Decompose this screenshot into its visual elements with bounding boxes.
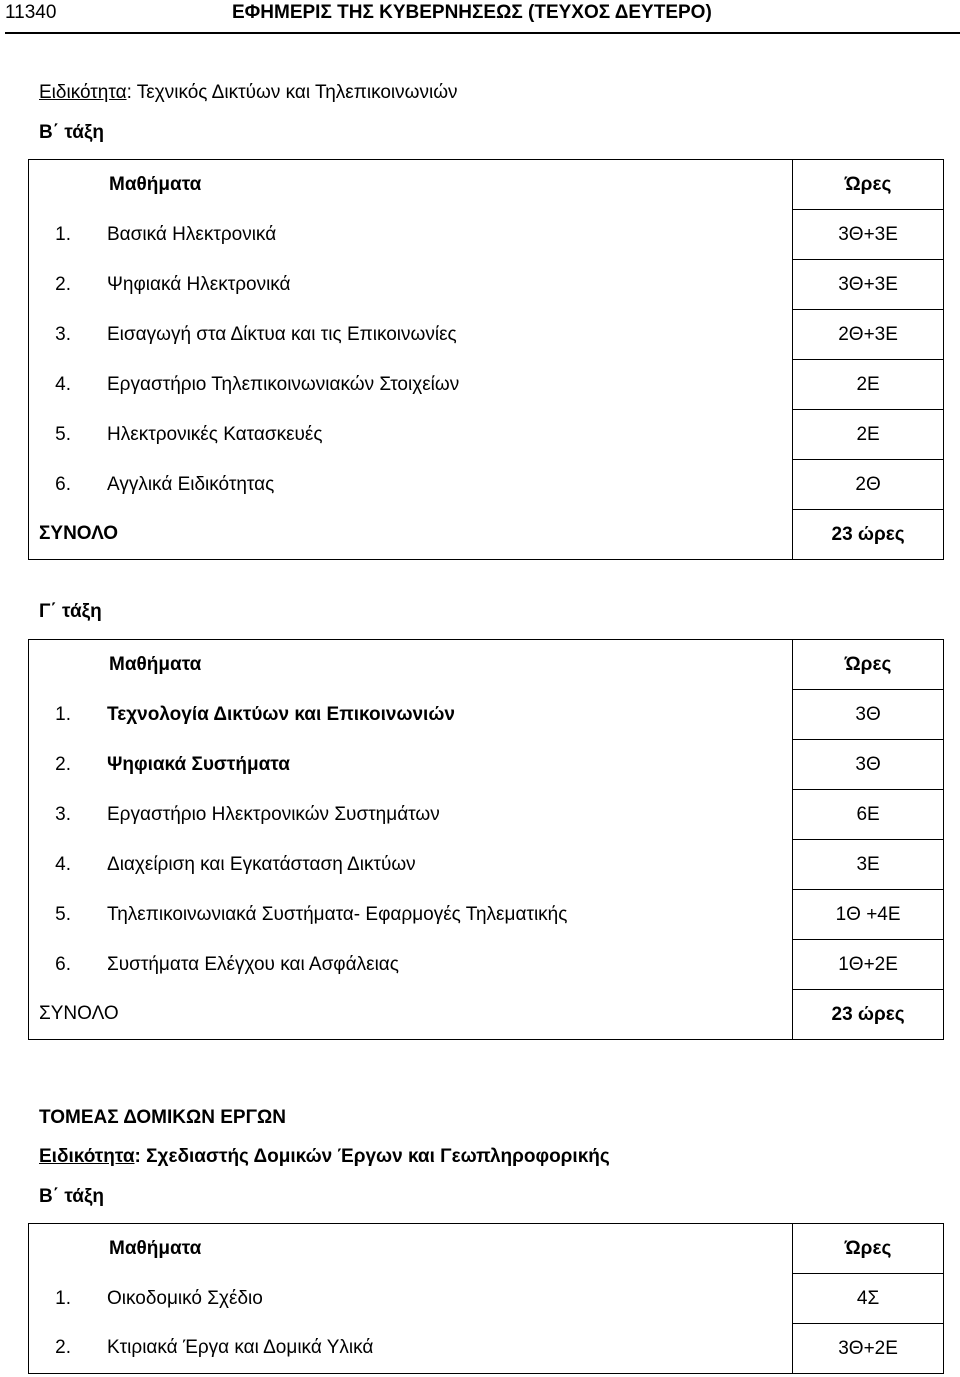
class-b-title-2: Β΄ τάξη	[39, 1186, 105, 1207]
table-row: 6. Αγγλικά Ειδικότητας 2Θ	[29, 460, 944, 510]
table-row: 2. Ψηφιακά Συστήματα 3Θ	[29, 740, 944, 790]
specialty-name: : Σχεδιαστής Δομικών Έργων και Γεωπληροφορικής	[134, 1146, 610, 1167]
total-label: ΣΥΝΟΛΟ	[39, 523, 119, 545]
specialty-line-1	[39, 81, 458, 105]
table-header-row	[29, 640, 944, 690]
table-row: 4. Διαχείριση και Εγκατάσταση Δικτύων 3Ε	[29, 840, 944, 890]
table-row: 5. Ηλεκτρονικές Κατασκευές 2Ε	[29, 410, 944, 460]
publication-title: ΕΦΗΜΕΡΙΣ ΤΗΣ ΚΥΒΕΡΝΗΣΕΩΣ (ΤΕΥΧΟΣ ΔΕΥΤΕΡΟ)	[232, 2, 712, 23]
total-row	[29, 990, 944, 1040]
table-row: 5. Τηλεπικοινωνιακά Συστήματα- Εφαρμογές Τηλεματικής 1Θ +4Ε	[29, 890, 944, 940]
col-hours: Ώρες	[793, 640, 944, 690]
table-row: 6. Συστήματα Ελέγχου και Ασφάλειας 1Θ+2Ε	[29, 940, 944, 990]
table-row: 1. Βασικά Ηλεκτρονικά 3Θ+3Ε	[29, 210, 944, 260]
table-header-row	[29, 1224, 944, 1274]
page-header	[0, 0, 960, 30]
table-header-row	[29, 160, 944, 210]
col-courses: Μαθήματα	[109, 1237, 202, 1259]
table-row: 3. Εισαγωγή στα Δίκτυα και τις Επικοινωνίες 2Θ+3Ε	[29, 310, 944, 360]
header-rule	[5, 32, 960, 34]
col-courses: Μαθήματα	[109, 173, 202, 195]
col-courses: Μαθήματα	[109, 653, 202, 675]
courses-table-b	[28, 159, 944, 560]
table-row: 2. Κτιριακά Έργα και Δομικά Υλικά 3Θ+2Ε	[29, 1324, 944, 1374]
page-number: 11340	[5, 2, 57, 23]
courses-table-b-2	[28, 1223, 944, 1374]
col-hours: Ώρες	[793, 1224, 944, 1274]
sector-title: ΤΟΜΕΑΣ ΔΟΜΙΚΩΝ ΕΡΓΩΝ	[39, 1107, 286, 1128]
specialty-label: Ειδικότητα	[39, 1146, 135, 1167]
class-b-title: Β΄ τάξη	[39, 122, 105, 143]
courses-table-c	[28, 639, 944, 1040]
total-row	[29, 510, 944, 560]
table-row: 4. Εργαστήριο Τηλεπικοινωνιακών Στοιχείων 2Ε	[29, 360, 944, 410]
table-row: 2. Ψηφιακά Ηλεκτρονικά 3Θ+3Ε	[29, 260, 944, 310]
class-c-title: Γ΄ τάξη	[39, 601, 102, 622]
specialty-line-2	[39, 1145, 610, 1169]
total-hours: 23 ώρες	[793, 990, 944, 1040]
specialty-name: : Τεχνικός Δικτύων και Τηλεπικοινωνιών	[126, 82, 458, 103]
table-row: 1. Οικοδομικό Σχέδιο 4Σ	[29, 1274, 944, 1324]
table-row: 3. Εργαστήριο Ηλεκτρονικών Συστημάτων 6Ε	[29, 790, 944, 840]
specialty-label: Ειδικότητα	[39, 82, 127, 103]
col-hours: Ώρες	[793, 160, 944, 210]
table-row: 1. Τεχνολογία Δικτύων και Επικοινωνιών 3Θ	[29, 690, 944, 740]
total-hours: 23 ώρες	[793, 510, 944, 560]
total-label: ΣΥΝΟΛΟ	[39, 1003, 119, 1025]
